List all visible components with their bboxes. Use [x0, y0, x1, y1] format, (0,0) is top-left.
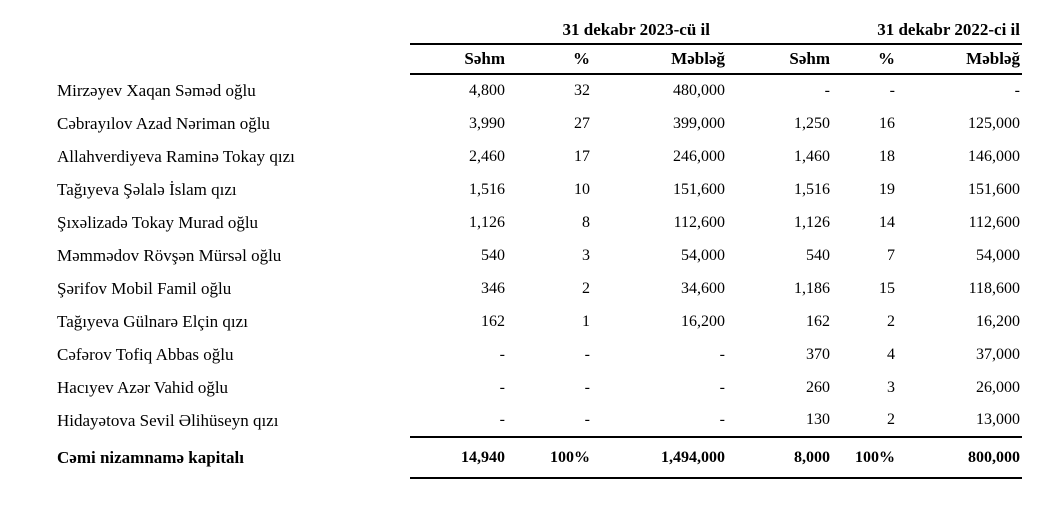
value-cell: 15: [879, 279, 895, 297]
table-row: [57, 239, 1022, 272]
table-row: [57, 272, 1022, 305]
table-row: [57, 107, 1022, 140]
shareholders-table: [57, 16, 1022, 479]
value-cell: -: [499, 411, 505, 428]
value-cell: 1,516: [469, 180, 505, 198]
value-cell: 162: [806, 312, 830, 330]
value-cell: 151,600: [673, 180, 725, 198]
column-header-mebleg-2022: Məbləğ: [897, 44, 1022, 74]
value-cell: -: [719, 345, 725, 363]
value-cell: -: [719, 411, 725, 428]
value-cell: 32: [574, 82, 590, 99]
value-cell: 54,000: [681, 246, 725, 264]
value-cell: 16,200: [681, 312, 725, 330]
value-cell: 2: [887, 411, 895, 428]
value-cell: -: [719, 378, 725, 396]
table-body: [57, 74, 1022, 437]
total-sehm-2023: 14,940: [410, 437, 507, 478]
value-cell: 3: [582, 246, 590, 264]
value-cell: 1,460: [794, 147, 830, 165]
value-cell: 480,000: [673, 82, 725, 99]
value-cell: 540: [481, 246, 505, 264]
total-mebleg-2022: 800,000: [897, 437, 1022, 478]
value-cell: 4: [887, 345, 895, 363]
value-cell: -: [499, 345, 505, 363]
value-cell: -: [584, 411, 590, 428]
value-cell: 8: [582, 213, 590, 231]
value-cell: 540: [806, 246, 830, 264]
table-row: [57, 371, 1022, 404]
value-cell: 18: [879, 147, 895, 165]
value-cell: -: [824, 82, 830, 99]
value-cell: -: [499, 378, 505, 396]
group-header-row: [57, 16, 1022, 44]
value-cell: 2: [582, 279, 590, 297]
value-cell: 370: [806, 345, 830, 363]
value-cell: 7: [887, 246, 895, 264]
shareholder-name: Tağıyeva Şəlalə İslam qızı: [57, 179, 237, 199]
value-cell: 162: [481, 312, 505, 330]
value-cell: 4,800: [469, 82, 505, 99]
document-page: [0, 16, 1056, 518]
value-cell: 1: [582, 312, 590, 330]
group-header-2022: 31 dekabr 2022-ci il: [727, 16, 1022, 44]
value-cell: -: [584, 345, 590, 363]
value-cell: 34,600: [681, 279, 725, 297]
table-row: [57, 173, 1022, 206]
shareholder-name: Allahverdiyeva Raminə Tokay qızı: [57, 146, 295, 166]
value-cell: 16: [879, 114, 895, 132]
value-cell: 112,600: [673, 213, 725, 231]
value-cell: 112,600: [968, 213, 1020, 231]
value-cell: 151,600: [968, 180, 1020, 198]
value-cell: 1,250: [794, 114, 830, 132]
value-cell: 2: [887, 312, 895, 330]
value-cell: 27: [574, 114, 590, 132]
total-row: [57, 437, 1022, 478]
total-label: Cəmi nizamnamə kapitalı: [57, 448, 244, 467]
total-mebleg-2023: 1,494,000: [592, 437, 727, 478]
column-header-pct-2022: %: [832, 44, 897, 74]
shareholder-name: Məmmədov Rövşən Mürsəl oğlu: [57, 245, 282, 265]
group-header-2023: 31 dekabr 2023-cü il: [410, 16, 727, 44]
value-cell: 14: [879, 213, 895, 231]
value-cell: -: [889, 82, 895, 99]
value-cell: 346: [481, 279, 505, 297]
total-sehm-2022: 8,000: [727, 437, 832, 478]
value-cell: 10: [574, 180, 590, 198]
value-cell: 260: [806, 378, 830, 396]
value-cell: 26,000: [976, 378, 1020, 396]
value-cell: 246,000: [673, 147, 725, 165]
header-spacer: [57, 16, 410, 44]
value-cell: 1,186: [794, 279, 830, 297]
table-row: [57, 140, 1022, 173]
shareholder-name: Mirzəyev Xaqan Səməd oğlu: [57, 80, 256, 100]
value-cell: 19: [879, 180, 895, 198]
value-cell: 3: [887, 378, 895, 396]
table-row: [57, 74, 1022, 107]
value-cell: -: [1014, 82, 1020, 99]
column-header-sehm-2022: Səhm: [727, 44, 832, 74]
column-header-row: [57, 44, 1022, 74]
value-cell: 2,460: [469, 147, 505, 165]
value-cell: 130: [806, 411, 830, 428]
table-row: [57, 206, 1022, 239]
table-row: [57, 404, 1022, 437]
header-spacer: [57, 44, 410, 74]
column-header-mebleg-2023: Məbləğ: [592, 44, 727, 74]
shareholder-name: Hacıyev Azər Vahid oğlu: [57, 377, 229, 397]
value-cell: 13,000: [976, 411, 1020, 428]
value-cell: 17: [574, 147, 590, 165]
value-cell: 125,000: [968, 114, 1020, 132]
shareholder-name: Hidayətova Sevil Əlihüseyn qızı: [57, 410, 279, 430]
total-pct-2022: 100%: [832, 437, 897, 478]
value-cell: -: [584, 378, 590, 396]
value-cell: 3,990: [469, 114, 505, 132]
table-row: [57, 338, 1022, 371]
table-row: [57, 305, 1022, 338]
value-cell: 1,126: [469, 213, 505, 231]
value-cell: 146,000: [968, 147, 1020, 165]
shareholder-name: Cəbrayılov Azad Nəriman oğlu: [57, 113, 270, 133]
value-cell: 118,600: [968, 279, 1020, 297]
value-cell: 54,000: [976, 246, 1020, 264]
value-cell: 399,000: [673, 114, 725, 132]
total-pct-2023: 100%: [507, 437, 592, 478]
shareholder-name: Tağıyeva Gülnarə Elçin qızı: [57, 311, 248, 331]
shareholder-name: Şıxəlizadə Tokay Murad oğlu: [57, 212, 259, 232]
shareholder-name: Cəfərov Tofiq Abbas oğlu: [57, 344, 234, 364]
shareholder-name: Şərifov Mobil Famil oğlu: [57, 278, 232, 298]
value-cell: 1,126: [794, 213, 830, 231]
column-header-sehm-2023: Səhm: [410, 44, 507, 74]
value-cell: 37,000: [976, 345, 1020, 363]
value-cell: 16,200: [976, 312, 1020, 330]
value-cell: 1,516: [794, 180, 830, 198]
column-header-pct-2023: %: [507, 44, 592, 74]
